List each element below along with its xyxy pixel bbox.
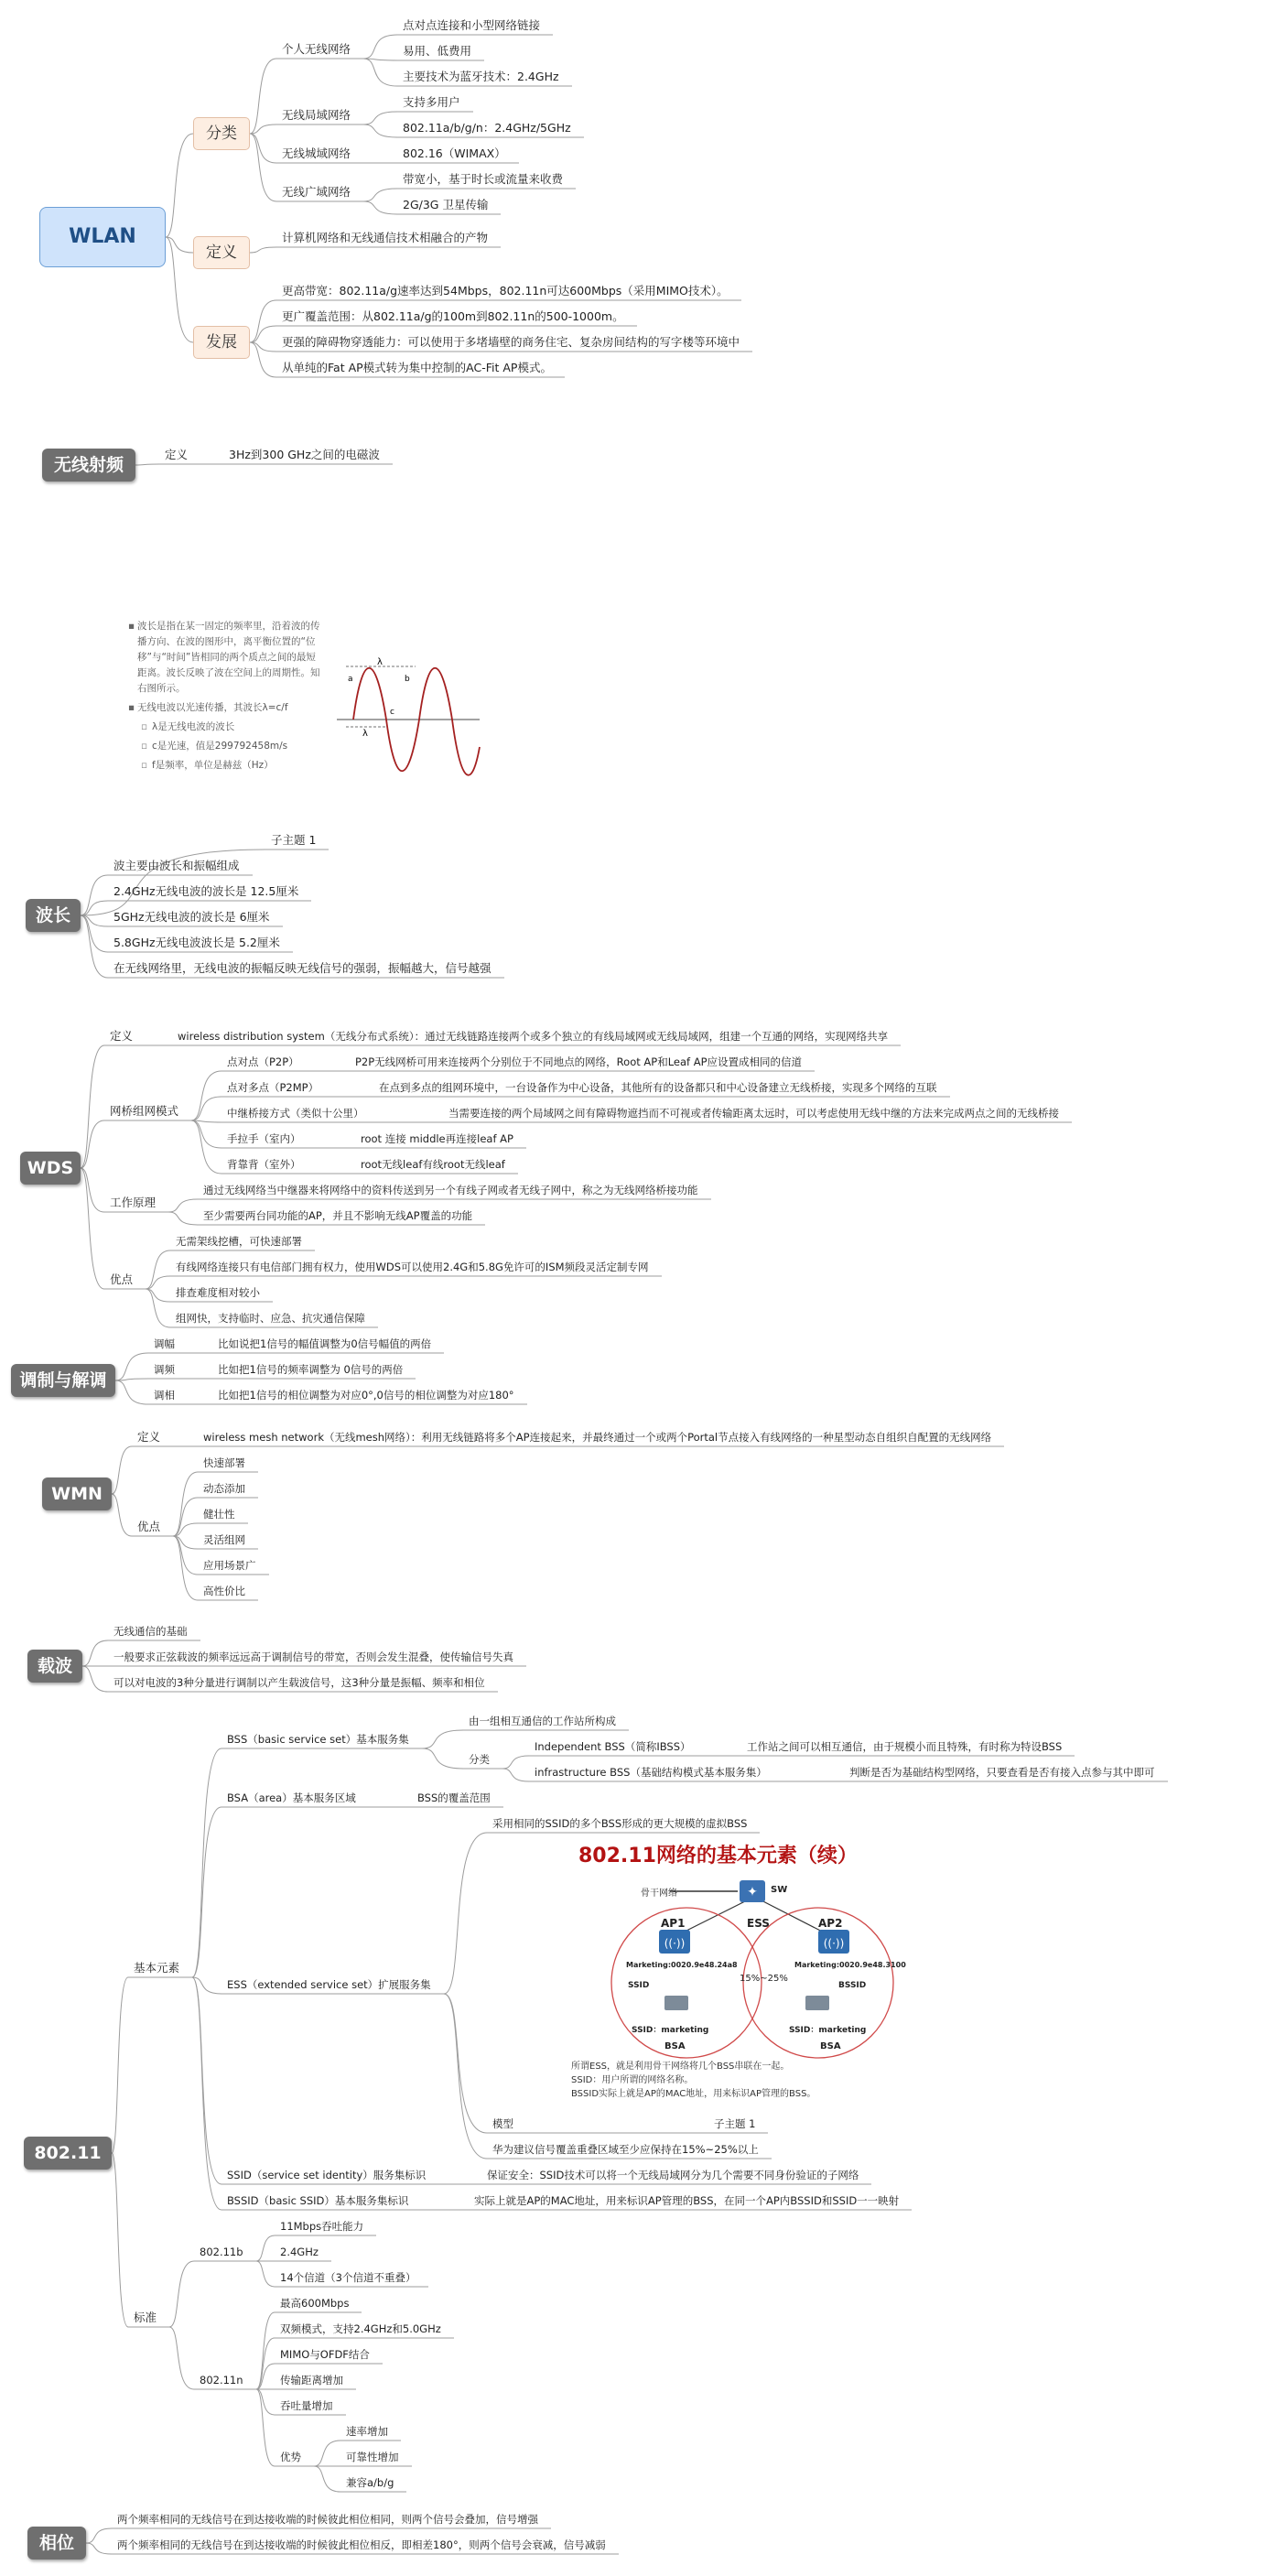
ess-ap1-label: AP1 xyxy=(661,1917,686,1930)
connector-ieee-root-ieee-std-label xyxy=(112,2153,128,2327)
wave-mark-a: a xyxy=(348,675,353,684)
node-develop-4: 从单纯的Fat AP模式转为集中控制的AC-Fit AP模式。 xyxy=(282,361,552,374)
svg-text:((·)): ((·)) xyxy=(823,1937,845,1950)
wmn-adv-3: 健壮性 xyxy=(203,1508,235,1521)
connector-ieee-bss-class-ieee-ibss xyxy=(502,1756,529,1769)
wds-root[interactable]: WDS xyxy=(20,1152,81,1185)
node-definition: 计算机网络和无线通信技术相融合的产物 xyxy=(282,231,489,244)
connector-ieee-bss-label-ieee-bss-def xyxy=(422,1730,463,1748)
connector-category-classify-node-wan xyxy=(250,134,276,201)
connector-ieee-b-label-ieee-b-3 xyxy=(256,2261,275,2287)
wmn-adv-5: 应用场景广 xyxy=(203,1559,256,1572)
wds-mode-5-desc: root无线leaf有线root无线leaf xyxy=(361,1158,505,1171)
connector-ieee-bss-label-ieee-bss-class xyxy=(422,1748,463,1769)
connector-wmn-adv-label-wmn-adv-5 xyxy=(173,1536,198,1575)
connector-ieee-ess-label-ieee-ess-def xyxy=(444,1833,487,1994)
connector-wlan-root-category-define xyxy=(166,237,193,253)
node-man: 无线城域网络 xyxy=(282,146,351,160)
wds-mode-3-desc: 当需要连接的两个局域网之间有障碍物遮挡而不可视或者传输距离太远时，可以考虑使用无线中继的方法来完成两点之间的无线桥接 xyxy=(448,1107,1059,1120)
node-personal-2: 易用、低费用 xyxy=(403,44,472,58)
ess-overlap-label: 15%~25% xyxy=(740,1974,788,1984)
node-develop-2: 更广覆盖范围：从802.11a/g的100m到802.11n的500-1000m。 xyxy=(282,309,624,323)
ieee-bssid-label: BSSID（basic SSID）基本服务集标识 xyxy=(227,2194,409,2207)
ess-note-3: BSSID实际上就是AP的MAC地址，用来标识AP管理的BSS。 xyxy=(571,2089,816,2099)
connector-category-develop-node-develop-1 xyxy=(250,300,276,342)
ieee-ess-label: ESS（extended service set）扩展服务集 xyxy=(227,1978,431,1991)
wds-mode-label: 网桥组网模式 xyxy=(110,1104,179,1118)
connector-wlan-root-category-classify xyxy=(166,134,193,237)
connector-category-classify-node-man xyxy=(250,134,276,163)
ess-bsa1-label: BSA xyxy=(664,2041,686,2051)
connector-radio-root-radio-def-label xyxy=(135,464,159,465)
connector-node-wan-node-wan-1 xyxy=(363,189,397,201)
wave-figure-text xyxy=(128,619,324,774)
ieee-ess-def: 采用相同的SSID的多个BSS形成的更大规模的虚拟BSS xyxy=(492,1817,748,1830)
wmn-adv-4: 灵活组网 xyxy=(203,1533,245,1546)
ieee-root[interactable]: 802.11 xyxy=(24,2137,112,2170)
category-classify[interactable]: 分类 xyxy=(193,117,250,150)
connector-ieee-bss-class-ieee-infra xyxy=(502,1769,529,1781)
connector-ieee-n-adv-label-ieee-n-adv-1 xyxy=(314,2441,340,2466)
connector-ieee-root-ieee-basic-label xyxy=(112,1977,128,2153)
wavelength-item-4: 5.8GHz无线电波波长是 5.2厘米 xyxy=(113,936,280,949)
phase-root[interactable]: 相位 xyxy=(27,2527,86,2560)
ieee-bss-def: 由一组相互通信的工作站所构成 xyxy=(469,1715,616,1727)
wave-mark-lambda-top: λ xyxy=(377,657,383,667)
connector-category-define-node-definition xyxy=(250,247,276,253)
ess-note-2: SSID：用户所谓的网络名称。 xyxy=(571,2075,694,2085)
node-personal-3: 主要技术为蓝牙技术：2.4GHz xyxy=(403,70,559,83)
sine-wave-figure xyxy=(335,655,481,784)
wmn-adv-label: 优点 xyxy=(137,1520,161,1533)
wds-work-2: 至少需要两台同功能的AP，并且不影响无线AP覆盖的功能 xyxy=(203,1209,473,1222)
connector-ieee-ess-label-ieee-ess-overlap xyxy=(444,1994,487,2159)
wave-mark-b: b xyxy=(405,675,410,684)
connector-ieee-basic-label-ieee-bss-label xyxy=(192,1748,221,1977)
wavelength-item-3: 5GHz无线电波的波长是 6厘米 xyxy=(113,910,270,924)
ess-ssid-mk2-label: SSID：marketing xyxy=(789,2026,867,2035)
connector-phase-root-phase-item-1 xyxy=(86,2528,112,2543)
node-develop-3: 更强的障碍物穿透能力：可以使用于多堵墙壁的商务住宅、复杂房间结构的写字楼等环境中 xyxy=(282,335,740,349)
wds-def-label: 定义 xyxy=(110,1029,134,1043)
ess-note-1: 所谓ESS，就是利用骨干网络将几个BSS串联在一起。 xyxy=(571,2062,790,2072)
connector-wmn-root-wmn-def-label xyxy=(112,1446,132,1494)
modulation-pm: 调相 xyxy=(154,1389,175,1402)
wmn-adv-6: 高性价比 xyxy=(203,1585,245,1597)
connector-wavelength-root-wavelength-item-1 xyxy=(81,875,108,915)
connector-modulation-root-modulation-am xyxy=(115,1353,148,1380)
ieee-b-1: 11Mbps吞吐能力 xyxy=(280,2220,364,2233)
radio-def: 3Hz到300 GHz之间的电磁波 xyxy=(229,448,380,461)
node-develop-1: 更高带宽：802.11a/g速率达到54Mbps，802.11n可达600Mbps（采用MIMO技术）。 xyxy=(282,284,729,298)
phase-item-1: 两个频率相同的无线信号在到达接收端的时候彼此相位相同，则两个信号会叠加，信号增强 xyxy=(117,2513,538,2526)
connector-category-classify-node-personal xyxy=(250,59,276,134)
wds-adv-label: 优点 xyxy=(110,1272,134,1286)
ieee-bsa-desc: BSS的覆盖范围 xyxy=(417,1791,491,1804)
wavelength-root[interactable]: 波长 xyxy=(26,899,81,932)
connector-node-personal-node-personal-1 xyxy=(363,35,397,59)
modulation-am-desc: 比如说把1信号的幅值调整为0信号幅值的两倍 xyxy=(218,1337,432,1350)
wds-mode-4-desc: root 连接 middle再连接leaf AP xyxy=(361,1132,513,1145)
wavelength-item-1: 波主要由波长和振幅组成 xyxy=(113,859,240,872)
wds-mode-1-desc: P2P无线网桥可用来连接两个分别位于不同地点的网络，Root AP和Leaf AP应设置成相同的信道 xyxy=(355,1055,803,1068)
connector-node-wlan-net-node-wlan-net-2 xyxy=(363,124,397,137)
wave-mark-c: c xyxy=(390,708,394,717)
wave-mark-lambda-bottom: λ xyxy=(362,729,368,739)
connector-ieee-b-label-ieee-b-1 xyxy=(256,2235,275,2261)
ieee-basic-label: 基本元素 xyxy=(134,1961,180,1975)
modulation-fm: 调频 xyxy=(154,1363,175,1376)
ieee-ssid-label: SSID（service set identity）服务集标识 xyxy=(227,2169,427,2181)
svg-text:((·)): ((·)) xyxy=(664,1937,686,1950)
connector-carrier-root-carrier-item-3 xyxy=(82,1666,108,1692)
wavelength-item-2: 2.4GHz无线电波的波长是 12.5厘米 xyxy=(113,884,299,898)
connector-modulation-root-modulation-pm xyxy=(115,1380,148,1404)
connector-ieee-basic-label-ieee-bssid-label xyxy=(192,1977,221,2210)
ieee-b-label: 802.11b xyxy=(200,2246,243,2258)
ieee-ess-subtopic: 子主题 1 xyxy=(714,2117,756,2130)
ieee-std-label: 标准 xyxy=(134,2311,157,2324)
ieee-bss-label: BSS（basic service set）基本服务集 xyxy=(227,1733,409,1746)
node-wlan-net-1: 支持多用户 xyxy=(403,95,460,109)
wavelength-subtopic: 子主题 1 xyxy=(271,833,317,847)
wmn-root[interactable]: WMN xyxy=(42,1477,112,1510)
connector-wavelength-root-wavelength-item-4 xyxy=(81,915,108,952)
wave-sub-3: ▫ f是频率，单位是赫兹（Hz） xyxy=(128,758,324,774)
ieee-b-3: 14个信道（3个信道不重叠） xyxy=(280,2271,416,2284)
ess-ess-label: ESS xyxy=(747,1917,770,1930)
wave-bullet-2: ▪ 无线电波以光速传播，其波长λ=c/f xyxy=(128,700,324,716)
connector-wds-mode-label-wds-mode-1 xyxy=(191,1071,221,1120)
connector-wds-root-wds-adv-label xyxy=(81,1168,104,1289)
node-wan-2: 2G/3G 卫星传输 xyxy=(403,198,489,211)
wds-adv-3: 排查难度相对较小 xyxy=(176,1286,260,1299)
node-wan: 无线广域网络 xyxy=(282,185,351,199)
connector-ieee-std-label-ieee-n-label xyxy=(169,2327,194,2389)
ieee-n-label: 802.11n xyxy=(200,2374,243,2387)
carrier-item-2: 一般要求正弦载波的频率远远高于调制信号的带宽，否则会发生混叠，使传输信号失真 xyxy=(113,1651,513,1663)
ieee-ess-overlap: 华为建议信号覆盖重叠区域至少应保持在15%~25%以上 xyxy=(492,2143,759,2156)
wds-work-1: 通过无线网络当中继器来将网络中的资料传送到另一个有线子网或者无线子网中，称之为无线网络桥接功能 xyxy=(203,1184,698,1196)
wmn-def: wireless mesh network（无线mesh网络）：利用无线链路将多个AP连接起来，并最终通过一个或两个Portal节点接入有线网络的一种星型动态自组织自配置的无线网络 xyxy=(203,1431,992,1444)
ieee-ibss-desc: 工作站之间可以相互通信，由于规模小而且特殊，有时称为特设BSS xyxy=(747,1740,1063,1753)
ieee-infra: infrastructure BSS（基础结构模式基本服务集） xyxy=(535,1766,767,1779)
ess-picture-title: 802.11网络的基本元素（续） xyxy=(578,1845,858,1867)
connector-ieee-n-adv-label-ieee-n-adv-3 xyxy=(314,2466,340,2492)
category-develop[interactable]: 发展 xyxy=(193,326,250,359)
wds-mode-5: 背靠背（室外） xyxy=(227,1158,301,1171)
connector-ieee-n-label-ieee-n-adv-label xyxy=(256,2389,275,2466)
ess-mac1-label: Marketing:0020.9e48.24a8 xyxy=(626,1961,738,1969)
connector-node-personal-node-personal-3 xyxy=(363,59,397,86)
connector-wmn-adv-label-wmn-adv-2 xyxy=(173,1498,198,1536)
ieee-bsa-label: BSA（area）基本服务区域 xyxy=(227,1791,356,1804)
wds-mode-2: 点对多点（P2MP） xyxy=(227,1081,319,1094)
carrier-item-1: 无线通信的基础 xyxy=(113,1625,188,1638)
ieee-n-adv-1: 速率增加 xyxy=(346,2425,388,2438)
connector-wavelength-root-wavelength-item-5 xyxy=(81,915,108,978)
carrier-root[interactable]: 载波 xyxy=(27,1650,82,1683)
radio-def-label: 定义 xyxy=(165,448,189,461)
connector-wds-mode-label-wds-mode-2 xyxy=(191,1097,221,1120)
wavelength-item-5: 在无线网络里，无线电波的振幅反映无线信号的强弱，振幅越大，信号越强 xyxy=(113,961,492,975)
modulation-pm-desc: 比如把1信号的相位调整为对应0°,0信号的相位调整为对应180° xyxy=(218,1389,514,1402)
connector-wds-work-label-wds-work-2 xyxy=(168,1212,198,1225)
ess-ssid-label: SSID xyxy=(628,1981,650,1990)
connector-phase-root-phase-item-2 xyxy=(86,2543,112,2554)
ieee-n-1: 最高600Mbps xyxy=(280,2297,350,2310)
ieee-n-adv-label: 优势 xyxy=(280,2451,301,2463)
wds-mode-3: 中继桥接方式（类似十公里） xyxy=(227,1107,364,1120)
connector-node-wan-node-wan-2 xyxy=(363,201,397,214)
connector-ieee-ess-label-ieee-ess-model xyxy=(444,1994,487,2133)
connector-wmn-root-wmn-adv-label xyxy=(112,1494,132,1536)
connector-category-classify-node-wlan-net xyxy=(250,124,276,134)
ess-ap2-label: AP2 xyxy=(818,1917,843,1930)
node-wan-1: 带宽小，基于时长或流量来收费 xyxy=(403,172,564,186)
ieee-bssid-desc: 实际上就是AP的MAC地址，用来标识AP管理的BSS，在同一个AP内BSSID和SSID一一映射 xyxy=(474,2194,900,2207)
ess-ssid-mk1-label: SSID：marketing xyxy=(632,2026,709,2035)
category-define[interactable]: 定义 xyxy=(193,236,250,269)
connector-ieee-basic-label-ieee-ssid-label xyxy=(192,1977,221,2184)
ieee-ssid-desc: 保证安全：SSID技术可以将一个无线局域网分为几个需要不同身份验证的子网络 xyxy=(487,2169,859,2181)
connector-wds-mode-label-wds-mode-4 xyxy=(191,1120,221,1148)
ieee-b-2: 2.4GHz xyxy=(280,2246,319,2258)
modulation-fm-desc: 比如把1信号的频率调整为 0信号的两倍 xyxy=(218,1363,404,1376)
connector-ieee-basic-label-ieee-bsa-label xyxy=(192,1807,221,1977)
ieee-n-2: 双频模式，支持2.4GHz和5.0GHz xyxy=(280,2322,441,2335)
ieee-n-4: 传输距离增加 xyxy=(280,2374,343,2387)
wds-adv-1: 无需架线挖槽，可快速部署 xyxy=(176,1235,302,1248)
ess-backbone-label: 骨干网络 xyxy=(641,1889,677,1899)
connector-wds-adv-label-wds-adv-1 xyxy=(146,1250,170,1289)
connector-node-wlan-net-node-wlan-net-1 xyxy=(363,112,397,124)
phase-item-2: 两个频率相同的无线信号在到达接收端的时候彼此相位相反，即相差180°，则两个信号会衰减，信号减弱 xyxy=(117,2538,606,2551)
node-wlan-net: 无线局域网络 xyxy=(282,108,351,122)
ess-notes xyxy=(571,2060,816,2101)
wds-mode-4: 手拉手（室内） xyxy=(227,1132,301,1145)
wds-def: wireless distribution system（无线分布式系统）：通过无线链路连接两个或多个独立的有线局域网或无线局域网，组建一个互通的网络，实现网络共享 xyxy=(178,1030,889,1043)
node-man-1: 802.16（WIMAX） xyxy=(403,146,506,160)
ess-bsa2-label: BSA xyxy=(820,2041,841,2051)
ieee-n-5: 吞吐量增加 xyxy=(280,2399,333,2412)
ieee-ibss: Independent BSS（简称IBSS） xyxy=(535,1740,691,1753)
svg-text:✦: ✦ xyxy=(747,1885,758,1900)
wds-mode-2-desc: 在点到多点的组网环境中，一台设备作为中心设备，其他所有的设备都只和中心设备建立无线桥接，实现多个网络的互联 xyxy=(379,1081,937,1094)
ieee-n-3: MIMO与OFDF结合 xyxy=(280,2348,370,2361)
node-personal-1: 点对点连接和小型网络链接 xyxy=(403,18,541,32)
wds-adv-4: 组网快，支持临时、应急、抗灾通信保障 xyxy=(176,1312,365,1325)
connector-ieee-std-label-ieee-b-label xyxy=(169,2261,194,2327)
node-personal: 个人无线网络 xyxy=(282,42,351,56)
connector-category-develop-node-develop-4 xyxy=(250,342,276,377)
ieee-bss-class: 分类 xyxy=(469,1753,490,1766)
connector-wds-adv-label-wds-adv-4 xyxy=(146,1289,170,1327)
modulation-root[interactable]: 调制与解调 xyxy=(11,1364,115,1397)
wmn-adv-1: 快速部署 xyxy=(203,1456,245,1469)
wlan-root[interactable]: WLAN xyxy=(39,207,166,267)
connector-wds-work-label-wds-work-1 xyxy=(168,1199,198,1212)
radio-root[interactable]: 无线射频 xyxy=(42,449,135,482)
wmn-adv-2: 动态添加 xyxy=(203,1482,245,1495)
ess-bssid-label: BSSID xyxy=(838,1981,867,1990)
wds-mode-1: 点对点（P2P） xyxy=(227,1055,299,1068)
wave-bullet-1: ▪ 波长是指在某一固定的频率里，沿着波的传播方向、在波的图形中，离平衡位置的“位移”与“时间”皆相同的两个质点之间的最短距离。波长反映了波在空间上的周期性。知右图所示。 xyxy=(128,619,324,697)
carrier-item-3: 可以对电波的3种分量进行调制以产生载波信号，这3种分量是振幅、频率和相位 xyxy=(113,1676,485,1689)
connector-carrier-root-carrier-item-1 xyxy=(82,1640,108,1666)
ieee-n-adv-3: 兼容a/b/g xyxy=(346,2476,394,2489)
connector-wds-root-wds-mode-label xyxy=(81,1120,104,1168)
wave-sub-2: ▫ c是光速，值是299792458m/s xyxy=(128,739,324,754)
modulation-am: 调幅 xyxy=(154,1337,175,1350)
wds-work-label: 工作原理 xyxy=(110,1196,157,1209)
wds-adv-2: 有线网络连接只有电信部门拥有权力，使用WDS可以使用2.4G和5.8G免许可的ISM频段灵活定制专网 xyxy=(176,1261,649,1273)
ieee-ess-model: 模型 xyxy=(492,2117,513,2130)
wave-sub-1: ▫ λ是无线电波的波长 xyxy=(128,720,324,735)
ieee-infra-desc: 判断是否为基础结构型网络，只要查看是否有接入点参与其中即可 xyxy=(849,1766,1155,1779)
ess-mac2-label: Marketing:0020.9e48.3100 xyxy=(794,1961,906,1969)
wmn-def-label: 定义 xyxy=(137,1430,161,1444)
ess-sw-label: SW xyxy=(771,1885,788,1895)
node-wlan-net-2: 802.11a/b/g/n：2.4GHz/5GHz xyxy=(403,121,571,135)
connector-wds-root-wds-def-label xyxy=(81,1045,104,1168)
ieee-n-adv-2: 可靠性增加 xyxy=(346,2451,399,2463)
connector-wds-mode-label-wds-mode-5 xyxy=(191,1120,221,1174)
